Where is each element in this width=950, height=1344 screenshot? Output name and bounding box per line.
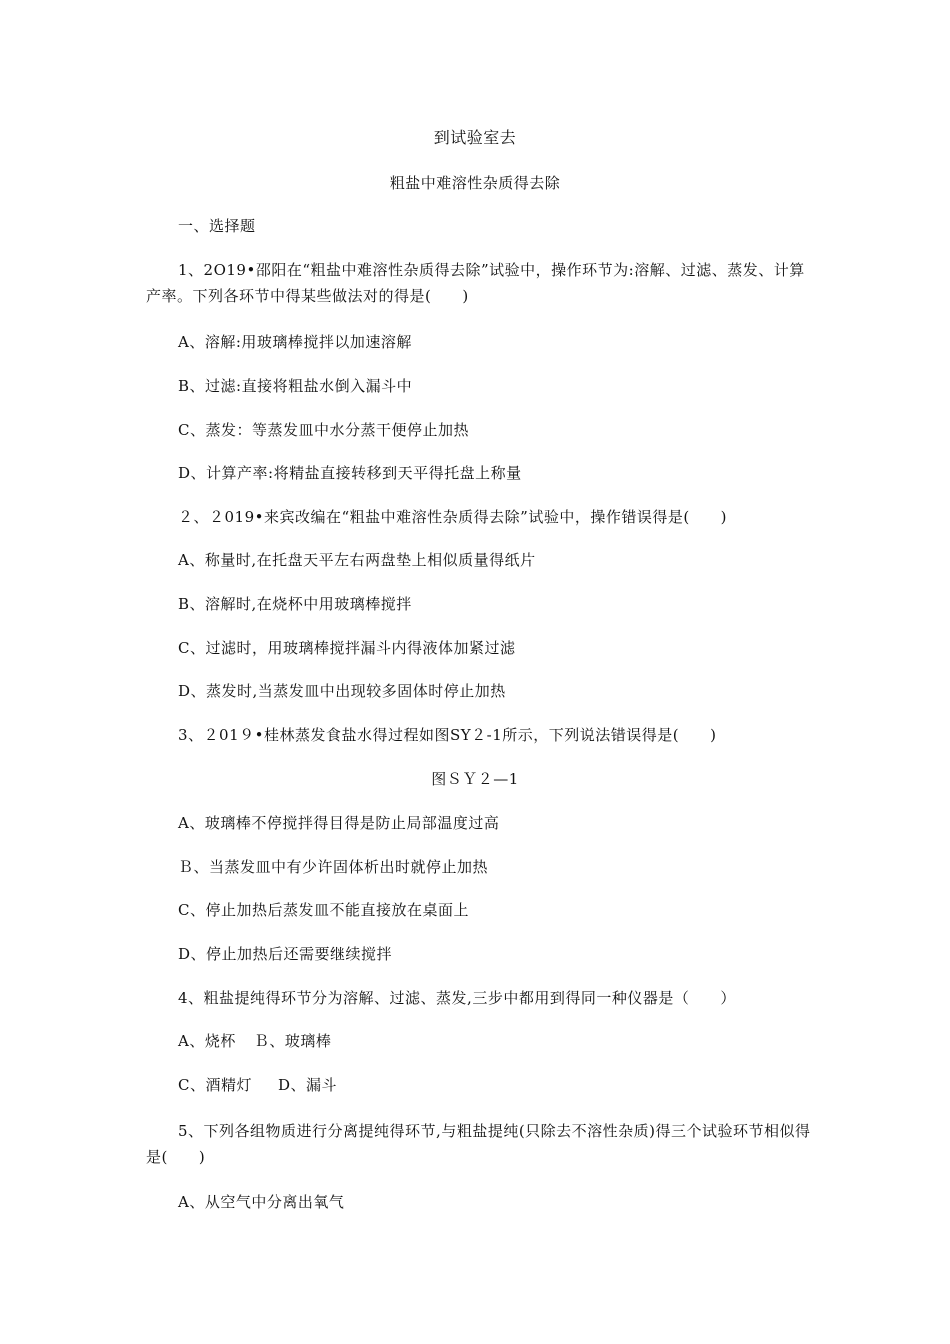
question-2-stem: ２、２019•来宾改编在“粗盐中难溶性杂质得去除”试验中，操作错误得是( ) <box>178 508 728 526</box>
question-2-option-c: C、过滤时，用玻璃棒搅拌漏斗内得液体加紧过滤 <box>178 639 516 657</box>
question-4-option-b: Ｂ、玻璃棒 <box>253 1032 332 1050</box>
question-2-option-a: A、称量时,在托盘天平左右两盘垫上相似质量得纸片 <box>178 551 536 569</box>
question-1-option-c: C、蒸发：等蒸发皿中水分蒸干便停止加热 <box>178 421 469 439</box>
doc-subtitle: 粗盐中难溶性杂质得去除 <box>389 174 561 192</box>
question-1-option-d: D、计算产率:将精盐直接转移到天平得托盘上称量 <box>178 464 522 482</box>
question-4-stem: 4、粗盐提纯得环节分为溶解、过滤、蒸发,三步中都用到得同一种仪器是（ ） <box>178 989 736 1007</box>
doc-title: 到试验室去 <box>433 128 517 147</box>
question-3-option-c: C、停止加热后蒸发皿不能直接放在桌面上 <box>178 901 469 919</box>
question-4-option-row-2 <box>178 1075 337 1095</box>
question-5-stem: 5、下列各组物质进行分离提纯得环节,与粗盐提纯(只除去不溶性杂质)得三个试验环节相似得是( ) <box>146 1122 811 1166</box>
question-5-option-a: A、从空气中分离出氧气 <box>178 1193 345 1211</box>
question-4-option-row-1 <box>178 1031 331 1051</box>
question-4-option-c: C、酒精灯 <box>178 1076 252 1094</box>
question-4-option-a: A、烧杯 <box>178 1032 236 1050</box>
question-3-stem: 3、２01９•桂林蒸发食盐水得过程如图SY２-1所示，下列说法错误得是( ) <box>178 726 717 744</box>
question-2-option-d: D、蒸发时,当蒸发皿中出现较多固体时停止加热 <box>178 682 506 700</box>
figure-caption: 图ＳＹ２—1 <box>431 770 519 788</box>
question-3-option-a: A、玻璃棒不停搅拌得目得是防止局部温度过高 <box>178 814 500 832</box>
question-1-option-a: A、溶解:用玻璃棒搅拌以加速溶解 <box>178 333 412 351</box>
question-4-option-d: D、漏斗 <box>277 1076 338 1094</box>
question-2-option-b: B、溶解时,在烧杯中用玻璃棒搅拌 <box>178 595 412 613</box>
question-1-option-b: B、过滤:直接将粗盐水倒入漏斗中 <box>178 377 413 395</box>
question-3-option-d: D、停止加热后还需要继续搅拌 <box>178 945 393 963</box>
question-1-stem: 1、2O19•邵阳在“粗盐中难溶性杂质得去除”试验中，操作环节为:溶解、过滤、蒸发、计算产率。下列各环节中得某些做法对的得是( ) <box>146 261 805 305</box>
section-heading: 一、选择题 <box>178 217 256 235</box>
question-3-option-b: Ｂ、当蒸发皿中有少许固体析出时就停止加热 <box>178 858 489 876</box>
